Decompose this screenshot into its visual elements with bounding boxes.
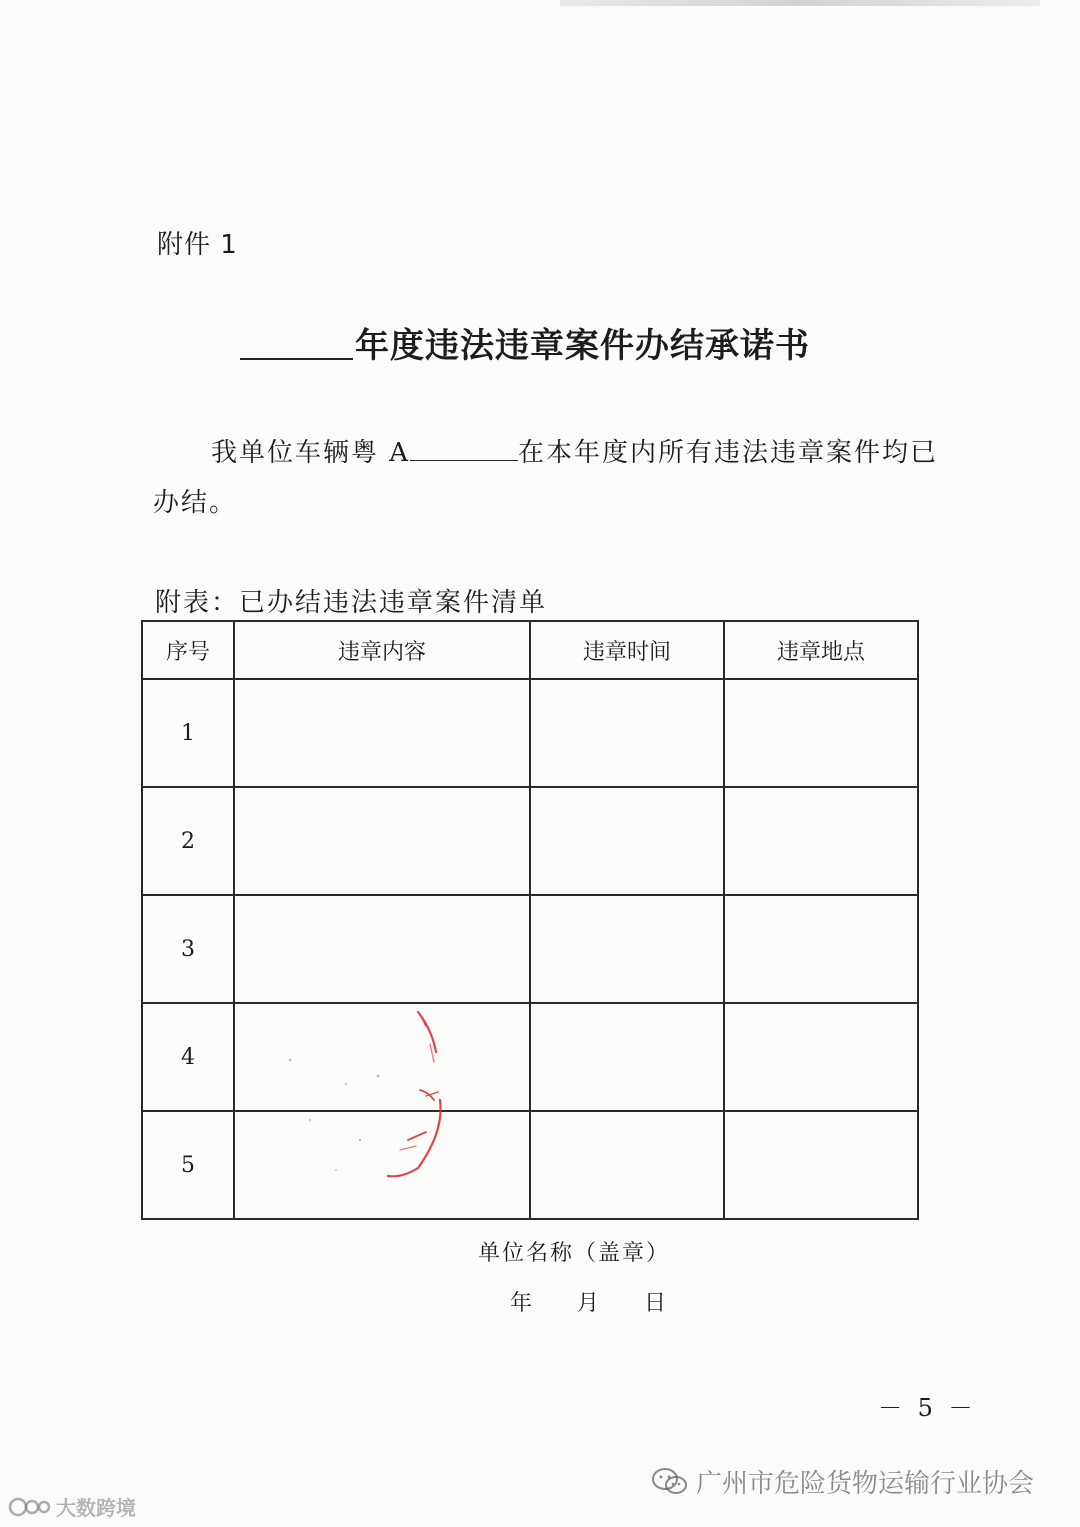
watermark-brand-text: 大数跨境 — [56, 1496, 136, 1520]
row-violation-content[interactable] — [234, 679, 530, 787]
faint-red-seal-stamp — [250, 1000, 490, 1190]
table-row — [142, 787, 918, 895]
watermark-association-text: 广州市危险货物运输行业协会 — [696, 1469, 1035, 1499]
row-serial: 4 — [142, 1003, 234, 1111]
body-suffix: 在本年度内所有违法违章案件均已 — [518, 438, 939, 468]
table-row — [142, 679, 918, 787]
signature-date-label: 年 月 日 — [510, 1291, 666, 1316]
attachment-label: 附件 1 — [157, 230, 238, 260]
table-header-row — [142, 621, 918, 679]
wechat-icon — [650, 1466, 690, 1498]
row-violation-time[interactable] — [530, 787, 724, 895]
header-violation-content: 违章内容 — [234, 621, 530, 679]
row-violation-content[interactable] — [234, 787, 530, 895]
row-violation-location[interactable] — [724, 895, 918, 1003]
row-violation-location[interactable] — [724, 679, 918, 787]
row-serial: 1 — [142, 679, 234, 787]
signature-unit-label: 单位名称（盖章） — [478, 1241, 671, 1266]
plate-number-blank — [410, 436, 518, 461]
header-violation-location: 违章地点 — [724, 621, 918, 679]
brand-logo-icon — [8, 1494, 52, 1520]
page-top-scan-edge — [560, 0, 1040, 6]
document-title — [240, 318, 880, 368]
row-serial: 5 — [142, 1111, 234, 1219]
commitment-text-line2: 办结。 — [153, 488, 238, 518]
row-violation-time[interactable] — [530, 895, 724, 1003]
row-serial: 2 — [142, 787, 234, 895]
row-violation-location[interactable] — [724, 1111, 918, 1219]
watermark-association — [650, 1463, 1034, 1500]
page-number: － 5 － — [878, 1394, 977, 1422]
row-violation-location[interactable] — [724, 1003, 918, 1111]
table-caption: 附表：已办结违法违章案件清单 — [155, 588, 548, 618]
body-prefix: 我单位车辆粤 A — [211, 438, 411, 468]
header-serial: 序号 — [142, 621, 234, 679]
title-year-blank — [240, 358, 353, 360]
row-violation-content[interactable] — [234, 895, 530, 1003]
row-serial: 3 — [142, 895, 234, 1003]
table-row — [142, 895, 918, 1003]
row-violation-location[interactable] — [724, 787, 918, 895]
row-violation-time[interactable] — [530, 679, 724, 787]
header-violation-time: 违章时间 — [530, 621, 724, 679]
row-violation-time[interactable] — [530, 1111, 724, 1219]
watermark-brand — [8, 1492, 136, 1521]
row-violation-time[interactable] — [530, 1003, 724, 1111]
commitment-text-line1 — [211, 432, 938, 469]
title-text: 年度违法违章案件办结承诺书 — [355, 326, 810, 366]
